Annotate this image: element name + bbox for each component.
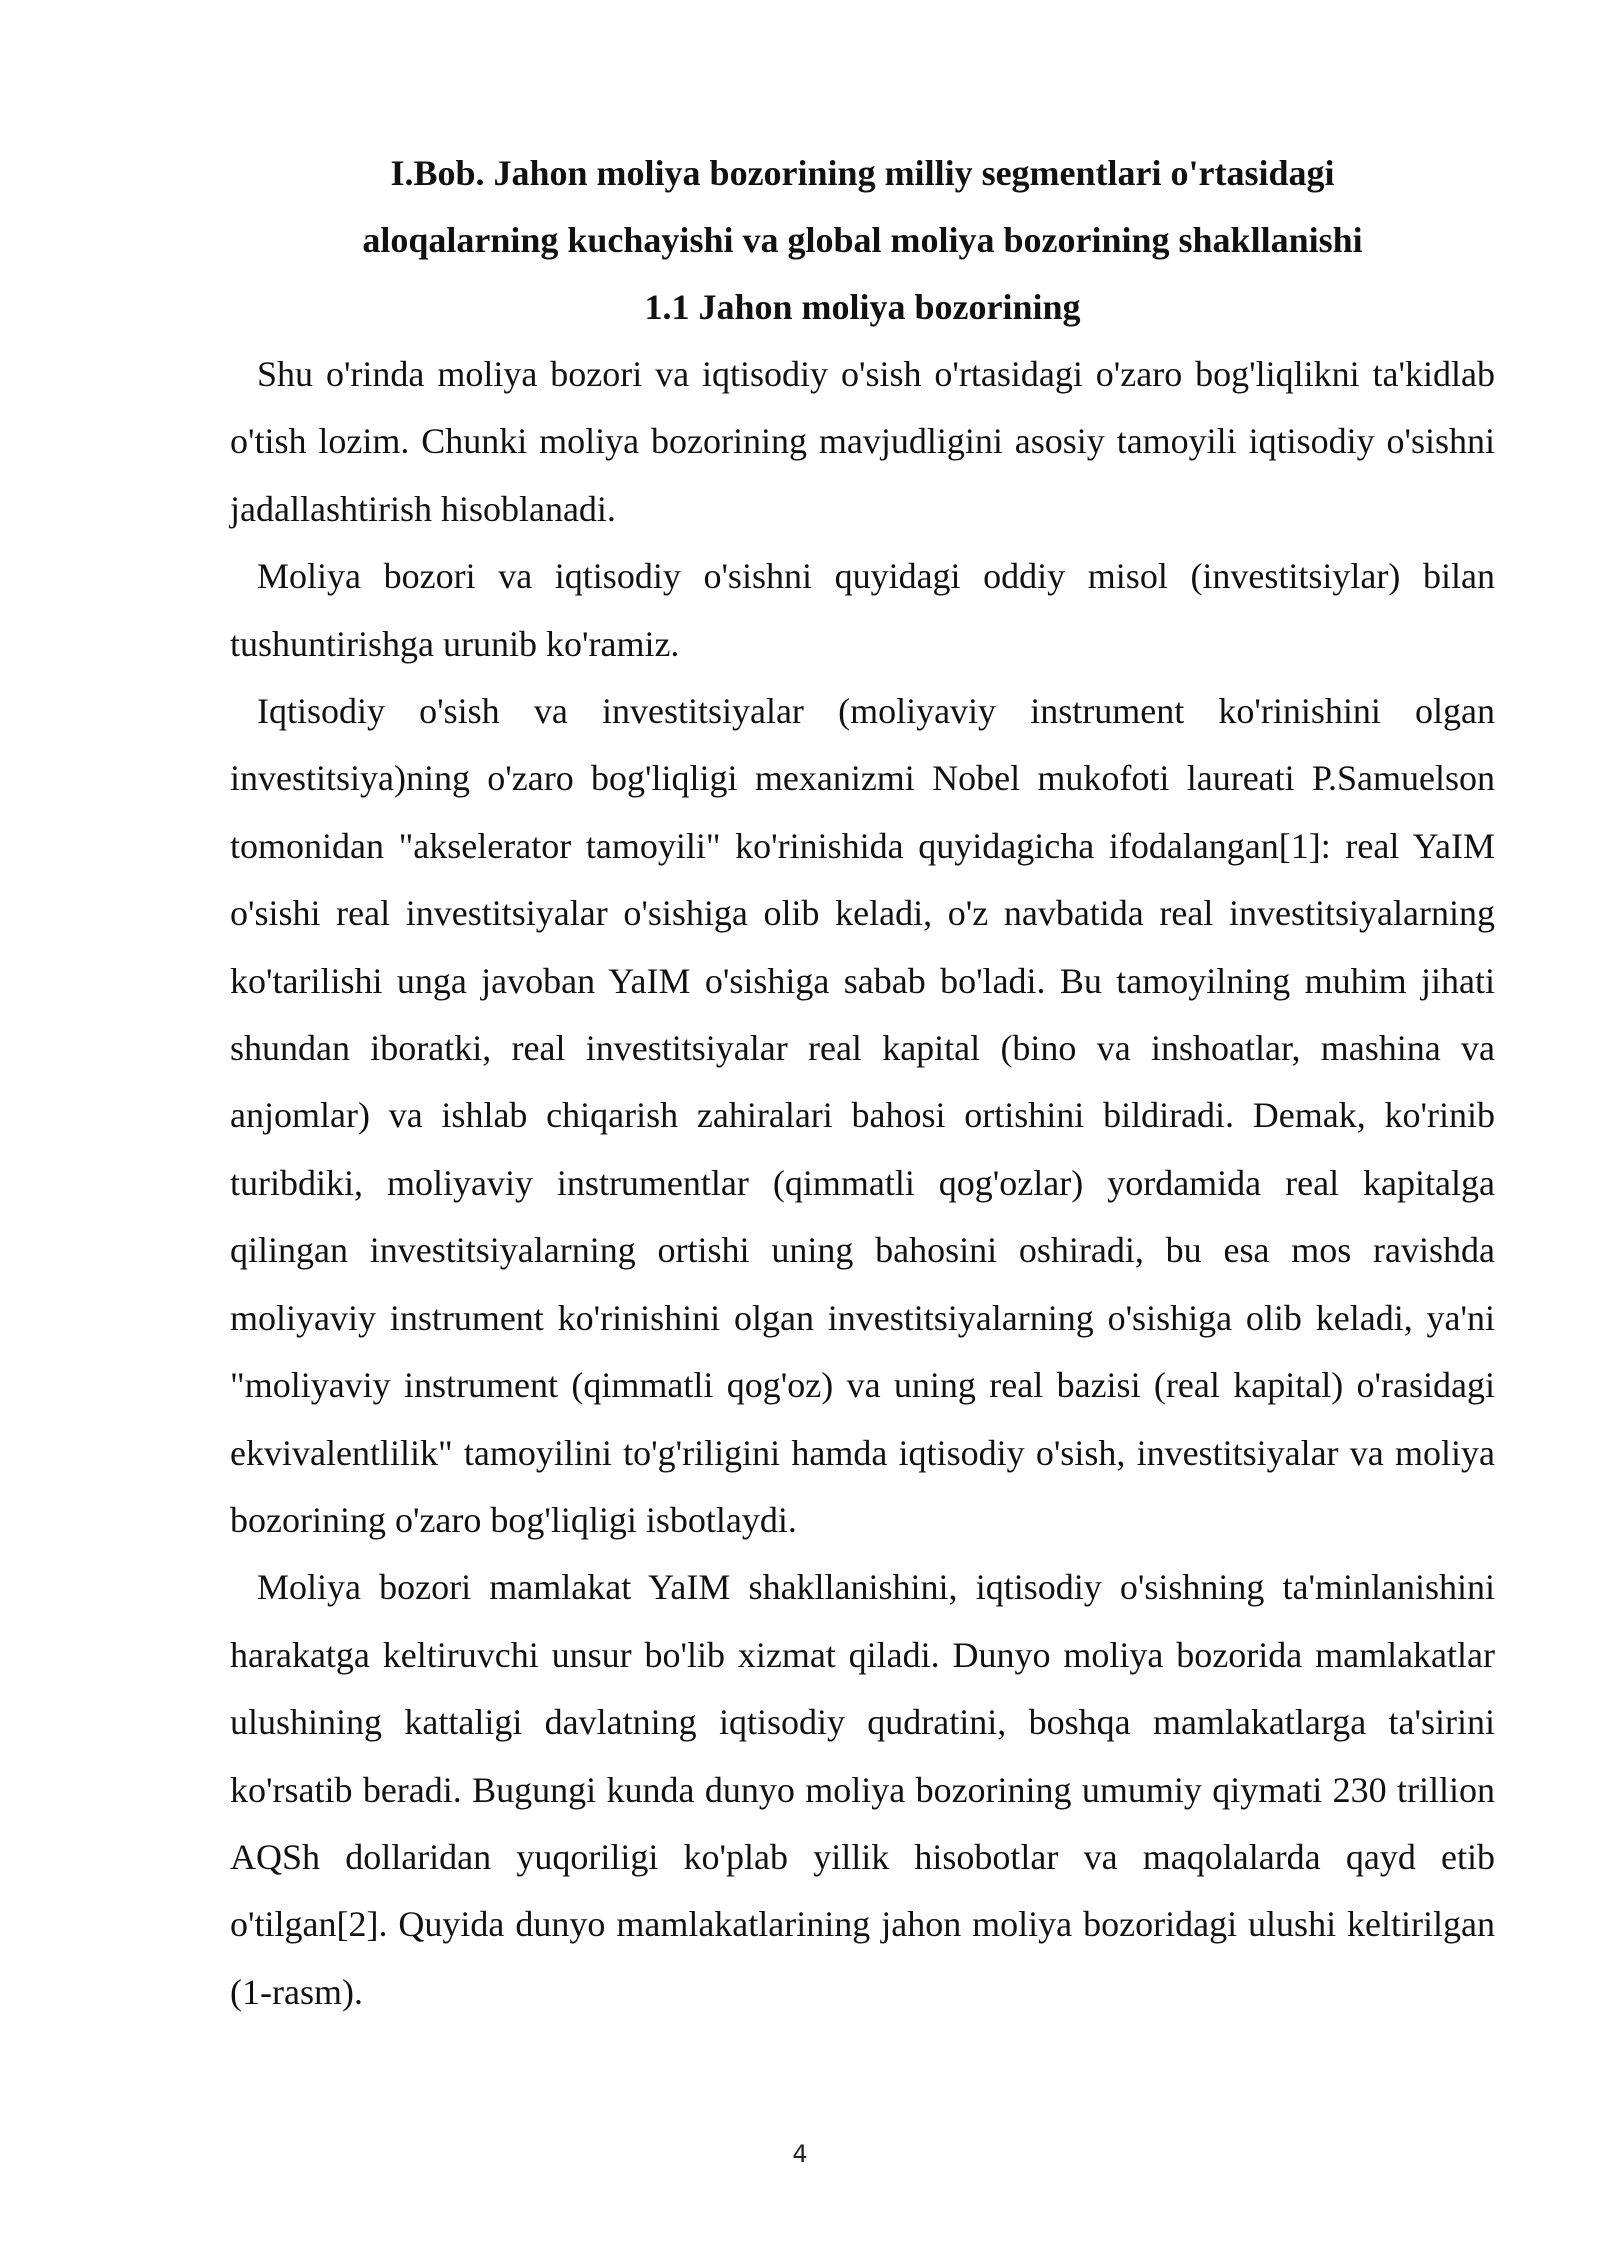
chapter-title-line-2: aloqalarning kuchayishi va global moliya bozorining shakllanishi: [362, 220, 1363, 260]
page-number: 4: [792, 2140, 808, 2168]
section-title: 1.1 Jahon moliya bozorining: [644, 287, 1081, 327]
paragraph-1: Shu o'rinda moliya bozori va iqtisodiy o'sish o'rtasidagi o'zaro bog'liqlikni ta'kidlab o'tish lozim. Chunki moliya bozorining mavjudligini asosiy tamoyili iqtisodiy o'sishni jadallashtirish hisoblanadi.: [230, 354, 1495, 529]
page-content: [230, 140, 1495, 2026]
paragraph-3: Iqtisodiy o'sish va investitsiyalar (moliyaviy instrument ko'rinishini olgan investitsiya)ning o'zaro bog'liqligi mexanizmi Nobel mukofoti laureati P.Samuelson tomonidan "akselerator tamoyili" ko'rinishida quyidagicha ifodalangan[1]: real YaIM o'sishi real investitsiyalar o'sishiga olib keladi, o'z navbatida real investitsiyalarning ko'tarilishi unga javoban YaIM o'sishiga sabab bo'ladi. Bu tamoyilning muhim jihati shundan iboratki, real investitsiyalar real kapital (bino va inshoatlar, mashina va anjomlar) va ishlab chiqarish zahiralari bahosi ortishini bildiradi. Demak, ko'rinib turibdiki, moliyaviy instrumentlar (qimmatli qog'ozlar) yordamida real kapitalga qilingan investitsiyalarning ortishi uning bahosini oshiradi, bu esa mos ravishda moliyaviy instrument ko'rinishini olgan investitsiyalarning o'sishiga olib keladi, ya'ni "moliyaviy instrument (qimmatli qog'oz) va uning real bazisi (real kapital) o'rasidagi ekvivalentlilik" tamoyilini to'g'riligini hamda iqtisodiy o'sish, investitsiyalar va moliya bozorining o'zaro bog'liqligi isbotlaydi.: [230, 691, 1495, 1540]
chapter-title-line-1: I.Bob. Jahon moliya bozorining milliy segmentlari o'rtasidagi: [390, 153, 1335, 193]
paragraph-2: Moliya bozori va iqtisodiy o'sishni quyidagi oddiy misol (investitsiylar) bilan tushuntirishga urunib ko'ramiz.: [230, 556, 1495, 664]
paragraph-4: Moliya bozori mamlakat YaIM shakllanishini, iqtisodiy o'sishning ta'minlanishini harakatga keltiruvchi unsur bo'lib xizmat qiladi. Dunyo moliya bozorida mamlakatlar ulushining kattaligi davlatning iqtisodiy qudratini, boshqa mamlakatlarga ta'sirini ko'rsatib beradi. Bugungi kunda dunyo moliya bozorining umumiy qiymati 230 trillion AQSh dollaridan yuqoriligi ko'plab yillik hisobotlar va maqolalarda qayd etib o'tilgan[2]. Quyida dunyo mamlakatlarining jahon moliya bozoridagi ulushi keltirilgan (1-rasm).: [230, 1567, 1495, 2012]
